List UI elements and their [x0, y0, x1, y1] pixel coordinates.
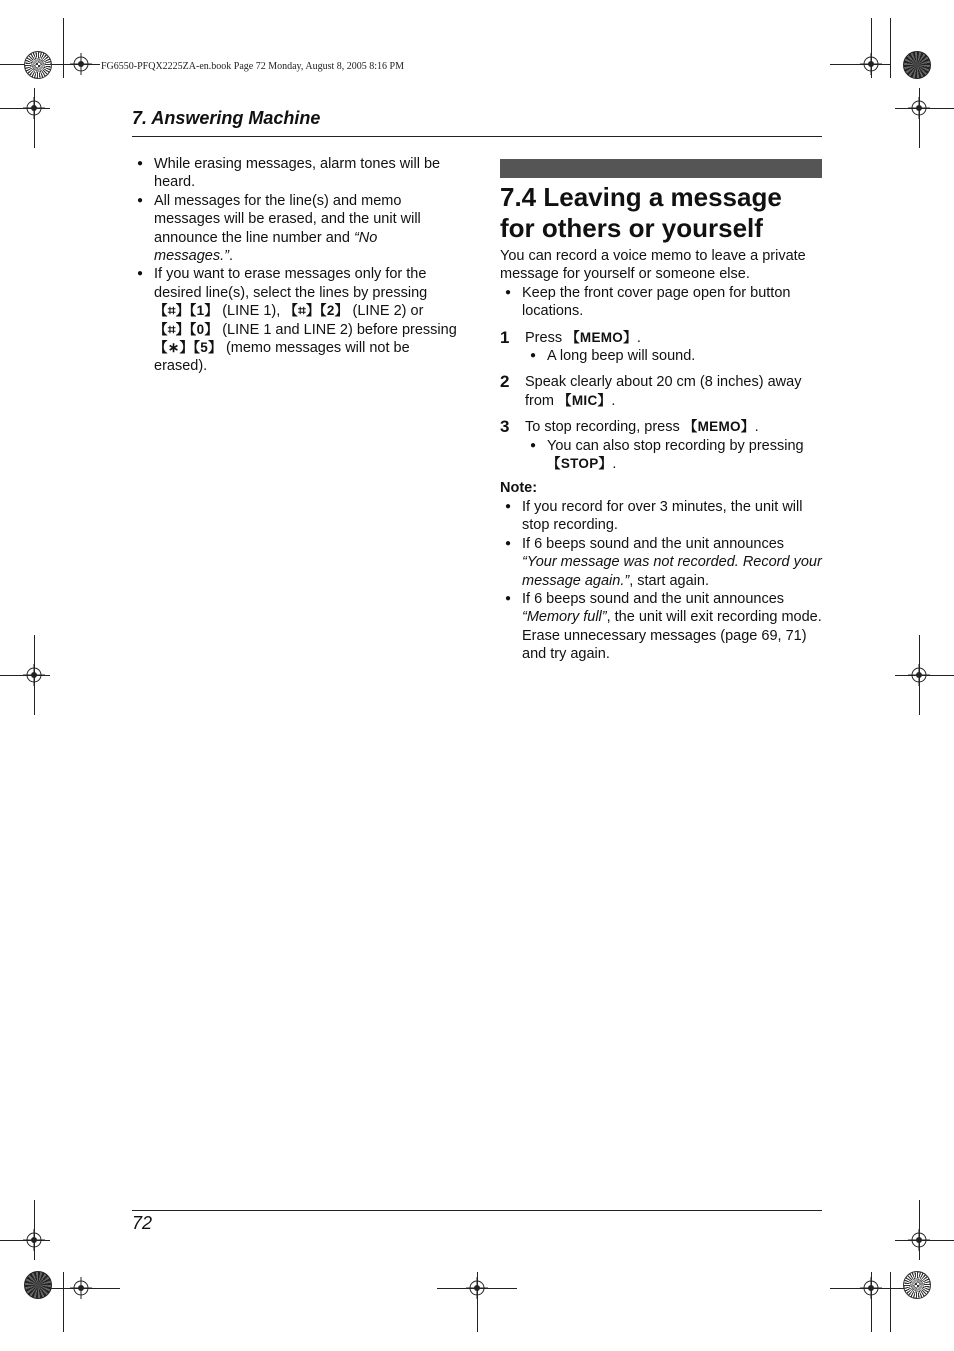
- list-item: ● If 6 beeps sound and the unit announces “Memory full”, the unit will exit recording mode. Erase unnecessary messages (page 69, 71) and try again.: [505, 590, 822, 663]
- bullet-icon: ●: [530, 350, 537, 362]
- right-column: [500, 159, 822, 664]
- running-head: 7. Answering Machine: [132, 108, 321, 128]
- section-intro: You can record a voice memo to leave a private message for yourself or someone else.: [500, 248, 806, 283]
- step-number: 2: [500, 372, 510, 392]
- step-1: 1 Press 【MEMO】. ● A long beep will sound.: [500, 329, 822, 366]
- bullet-icon: ●: [137, 194, 144, 206]
- page-number: 72: [132, 1213, 153, 1233]
- color-bar-rosette-icon: [903, 51, 931, 79]
- footer-rule: [132, 1210, 822, 1211]
- section-title: 7.4 Leaving a message for others or yourself: [500, 182, 782, 243]
- step-number: 3: [500, 417, 510, 437]
- registration-mark-icon: [908, 664, 930, 686]
- registration-mark-icon: [466, 1277, 488, 1299]
- registration-mark-icon: [908, 1229, 930, 1251]
- list-item: ● While erasing messages, alarm tones will be heard.: [137, 156, 441, 191]
- color-bar-rosette-icon: [24, 1271, 52, 1299]
- key-hash-1: 【⌗】【1】: [154, 303, 219, 319]
- key-hash-2: 【⌗】【2】: [284, 303, 349, 319]
- registration-mark-icon: [70, 53, 92, 75]
- list-item: ● All messages for the line(s) and memo messages will be erased, and the unit will announce the line number and “No messages.”.: [137, 192, 421, 265]
- bullet-icon: ●: [505, 286, 512, 298]
- key-memo: 【MEMO】: [566, 329, 637, 345]
- header-rule: [132, 136, 822, 137]
- color-bar-rosette-icon: [24, 51, 52, 79]
- list-item: ● If you want to erase messages only for the desired line(s), select the lines by pressing 【⌗】【1】 (LINE 1), 【⌗】【2】 (LINE 2) or 【⌗】【0】 (LINE 1 and LINE 2) before pressing 【∗】【5】 (memo messages will not be erased).: [137, 266, 457, 375]
- step-number: 1: [500, 327, 510, 347]
- key-star-5: 【∗】【5】: [154, 340, 222, 356]
- registration-mark-icon: [860, 53, 882, 75]
- registration-mark-icon: [23, 1229, 45, 1251]
- key-mic: 【MIC】: [558, 392, 612, 408]
- bullet-icon: ●: [505, 537, 512, 549]
- list-item: ● If you record for over 3 minutes, the unit will stop recording.: [505, 498, 803, 534]
- registration-mark-icon: [860, 1277, 882, 1299]
- section-heading-bar: [500, 159, 822, 178]
- registration-mark-icon: [908, 97, 930, 119]
- print-slug: FG6550-PFQX2225ZA-en.book Page 72 Monday, August 8, 2005 8:16 PM: [101, 61, 404, 72]
- left-column: [137, 155, 457, 376]
- bullet-icon: ●: [505, 592, 512, 604]
- list-item: ● If 6 beeps sound and the unit announces “Your message was not recorded. Record your message again.”, start again.: [505, 535, 822, 589]
- bullet-icon: ●: [137, 268, 144, 280]
- bullet-icon: ●: [505, 500, 512, 512]
- registration-mark-icon: [23, 97, 45, 119]
- color-bar-rosette-icon: [903, 1271, 931, 1299]
- step-3: 3 To stop recording, press 【MEMO】. ● You can also stop recording by pressing 【STOP】.: [500, 418, 822, 473]
- bullet-icon: ●: [137, 158, 144, 169]
- key-hash-0: 【⌗】【0】: [154, 321, 219, 337]
- step-2: 2 Speak clearly about 20 cm (8 inches) away from 【MIC】.: [500, 372, 802, 409]
- key-stop: 【STOP】: [547, 456, 613, 472]
- list-item: ● You can also stop recording by pressing 【STOP】.: [530, 437, 804, 473]
- registration-mark-icon: [23, 664, 45, 686]
- list-item: ● A long beep will sound.: [530, 348, 696, 365]
- registration-mark-icon: [70, 1277, 92, 1299]
- bullet-icon: ●: [530, 439, 537, 451]
- list-item: ● Keep the front cover page open for button locations.: [505, 284, 791, 320]
- note-label: Note:: [500, 480, 538, 497]
- key-memo: 【MEMO】: [683, 419, 755, 435]
